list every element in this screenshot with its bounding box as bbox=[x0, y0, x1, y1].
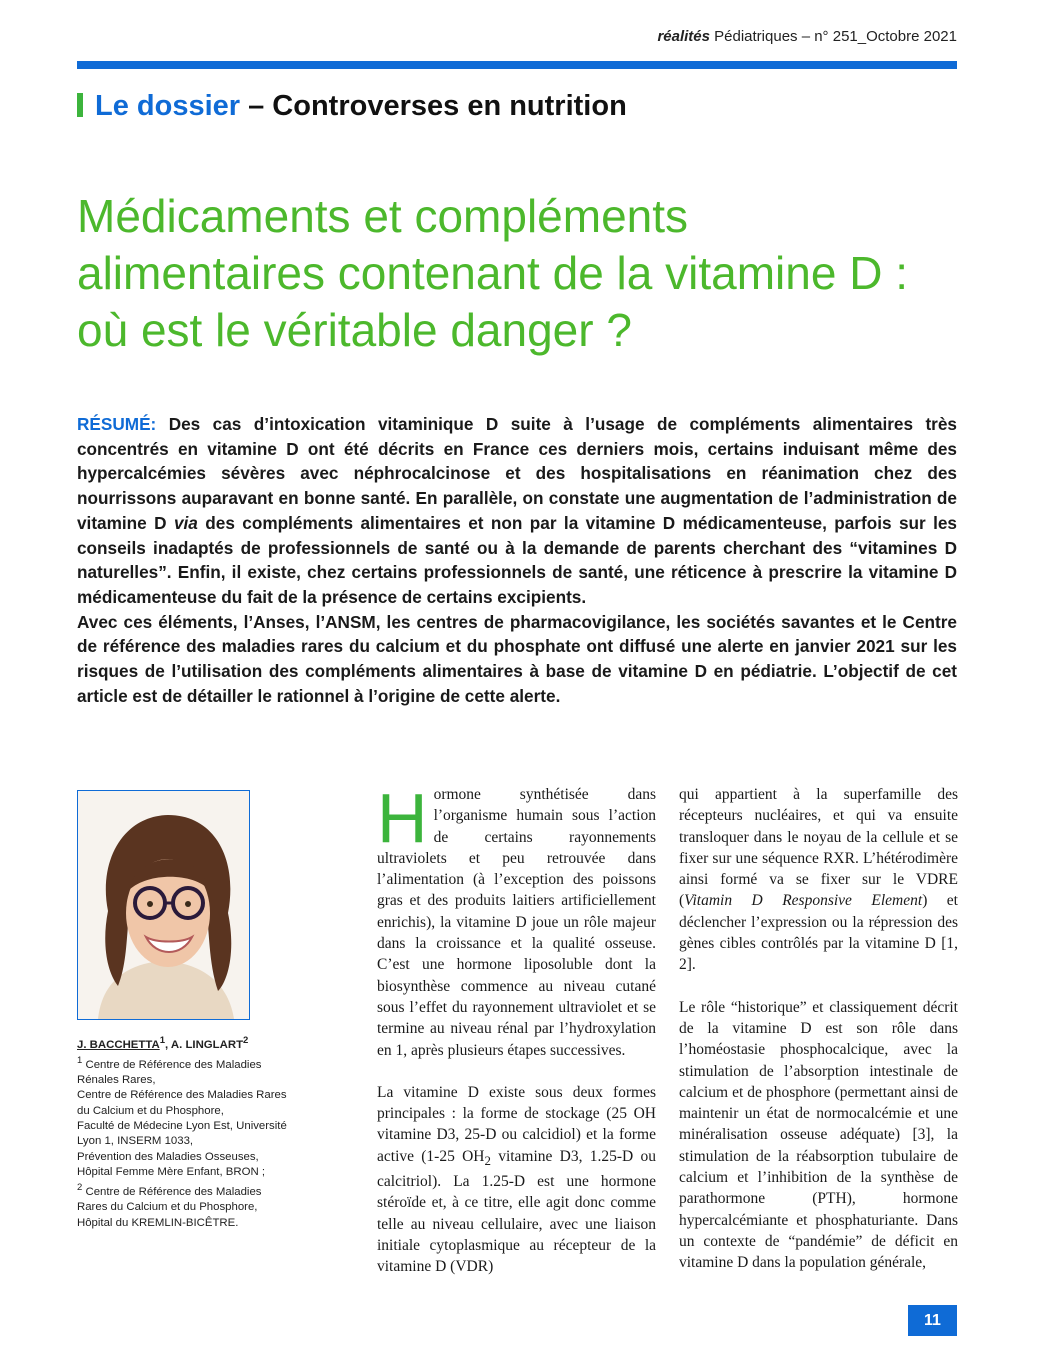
abstract-text: Des cas d’intoxication vitaminique D suite à l’usage de compléments alimentaires très concentrés en vitamine D ont été décrits en France ces derniers mois, certains induisant même des hypercalcémies sévères avec néphrocalcinose et des hospitalisations en réanimation chez des nourrissons auparavant en bonne santé. En parallèle, on constate une augmentation de l’administration de vitamine D bbox=[77, 414, 957, 533]
journal-name: réalités bbox=[657, 28, 710, 45]
affiliation-number: 1 bbox=[77, 1055, 83, 1067]
body-text: La vitamine D existe sous deux formes principales : la forme de stockage (25 OH vitamine D3, 25-D ou calcidiol) et la forme active (1-25 OH bbox=[377, 1083, 656, 1165]
body-italic: Vitamin D Responsive Element bbox=[684, 892, 923, 910]
author-portrait-image bbox=[78, 791, 249, 1019]
affiliation-line: Centre de Référence des Maladies Rares du Calcium et du Phosphore, bbox=[77, 1089, 287, 1117]
author-sup: 2 bbox=[243, 1035, 249, 1046]
affiliation-2 bbox=[77, 1180, 287, 1231]
article-title bbox=[77, 188, 977, 359]
affiliation-line: Centre de Référence des Maladies Rénales Rares, bbox=[77, 1058, 262, 1087]
title-line: Médicaments et compléments bbox=[77, 190, 689, 242]
journal-header bbox=[645, 28, 957, 45]
body-text: qui appartient à la superfamille des récepteurs nucléaires, et qui va ensuite transloquer dans le noyau de la cellule et se fixer sur une séquence RXR. L’hétérodimère ainsi formé va se fixer sur le VDRE ( bbox=[679, 786, 958, 910]
affiliation-1 bbox=[77, 1053, 287, 1180]
body-text: ormone synthétisée dans l’organisme humain sous l’action de certains rayonnements ultraviolets et peu retrouvée dans l’alimentation (à l’exception des poissons gras et des produits laitiers artificiellement enrichis), la vitamine D joue un rôle majeur dans la croissance et la qualité osseuse. C’est une hormone liposoluble dont la biosynthèse commence au niveau cutané sous l’effet du rayonnement ultraviolet et se termine au niveau rénal par l’hydroxylation en 1, après plusieurs étapes successives. bbox=[377, 786, 656, 1059]
title-line: alimentaires contenant de la vitamine D : bbox=[77, 247, 908, 299]
body-text: ) et déclencher l’expression ou la répression des gènes cibles contrôlés par la vitamine D [1, 2]. bbox=[679, 892, 958, 974]
author-names bbox=[77, 1033, 287, 1053]
body-text: vitamine D3, 1.25-D ou calcitriol). La 1.25-D est une hormone stéroïde et, à ce titre, elle agit donc comme telle au niveau cellulaire, avec une liaison initiale cytoplasmique au récepteur de la vitamine D (VDR) bbox=[377, 1147, 656, 1276]
body-paragraph bbox=[679, 784, 958, 976]
author-block bbox=[77, 1033, 287, 1231]
abstract-text: des compléments alimentaires et non par la vitamine D médicamenteuse, parfois sur les conseils inadaptés de professionnels de santé ou à la demande de parents cherchant des “vitamines D naturelles”. Enfin, il existe, chez certains professionnels de santé, une réticence à prescrire la vitamine D médicamenteuse du fait de la présence de certains excipients. bbox=[77, 512, 957, 607]
abstract-paragraph: Avec ces éléments, l’Anses, l’ANSM, les centres de pharmacovigilance, les sociétés savantes et le Centre de référence des maladies rares du calcium et du phosphate ont diffusé une alerte en janvier 2021 sur les risques de l’utilisation des compléments alimentaires à base de vitamine D en pédiatrie. L’objectif de cet article est de détailler le rationnel à l’origine de cette alerte. bbox=[77, 611, 957, 706]
header-rule bbox=[77, 61, 957, 69]
affiliation-number: 2 bbox=[77, 1182, 83, 1194]
author-name: J. BACCHETTA bbox=[77, 1038, 160, 1051]
abstract-paragraph bbox=[77, 412, 957, 610]
section-keyword: Le dossier bbox=[95, 90, 241, 122]
journal-issue: Pédiatriques – n° 251_Octobre 2021 bbox=[709, 28, 957, 45]
abstract bbox=[77, 412, 957, 708]
affiliation-line: Faculté de Médecine Lyon Est, Université Lyon 1, INSERM 1033, bbox=[77, 1120, 287, 1148]
section-title bbox=[77, 90, 627, 123]
abstract-italic: via bbox=[173, 512, 198, 533]
title-line: où est le véritable danger ? bbox=[77, 304, 632, 356]
author-sup: 1 bbox=[159, 1035, 165, 1046]
body-paragraph bbox=[377, 779, 656, 1061]
subscript: 2 bbox=[484, 1152, 491, 1168]
body-paragraph bbox=[377, 1082, 656, 1278]
drop-cap: H bbox=[377, 779, 428, 857]
affiliation-line: Centre de Référence des Maladies Rares du Calcium et du Phosphore, bbox=[77, 1186, 262, 1214]
author-separator: , A. LINGLART bbox=[164, 1038, 244, 1051]
section-marker-icon bbox=[77, 93, 83, 117]
affiliation-line: Hôpital du KREMLIN-BICÊTRE. bbox=[77, 1216, 239, 1229]
body-paragraph: Le rôle “historique” et classiquement décrit de la vitamine D est son rôle dans l’homéostasie phosphocalcique, avec la stimulation de l’absorption intestinale de calcium et de phosphore (permettant ainsi de maintenir un état de normocalcémie et une minéralisation osseuse adéquate) [3], la stimulation de la réabsorption tubulaire de calcium et l’inhibition de la synthèse de parathormone (PTH), hormone hypercalcémiante et phosphaturiante. Dans un contexte de “pandémie” de déficit en vitamine D dans la population générale, bbox=[679, 998, 958, 1272]
affiliation-line: Prévention des Maladies Osseuses, Hôpital Femme Mère Enfant, BRON ; bbox=[77, 1150, 266, 1178]
page-number: 11 bbox=[908, 1305, 957, 1336]
author-photo bbox=[77, 790, 250, 1020]
body-column-1 bbox=[377, 779, 656, 1299]
body-column-2 bbox=[679, 784, 958, 1295]
abstract-label: RÉSUMÉ: bbox=[77, 414, 157, 434]
section-subtitle: – Controverses en nutrition bbox=[240, 90, 627, 122]
